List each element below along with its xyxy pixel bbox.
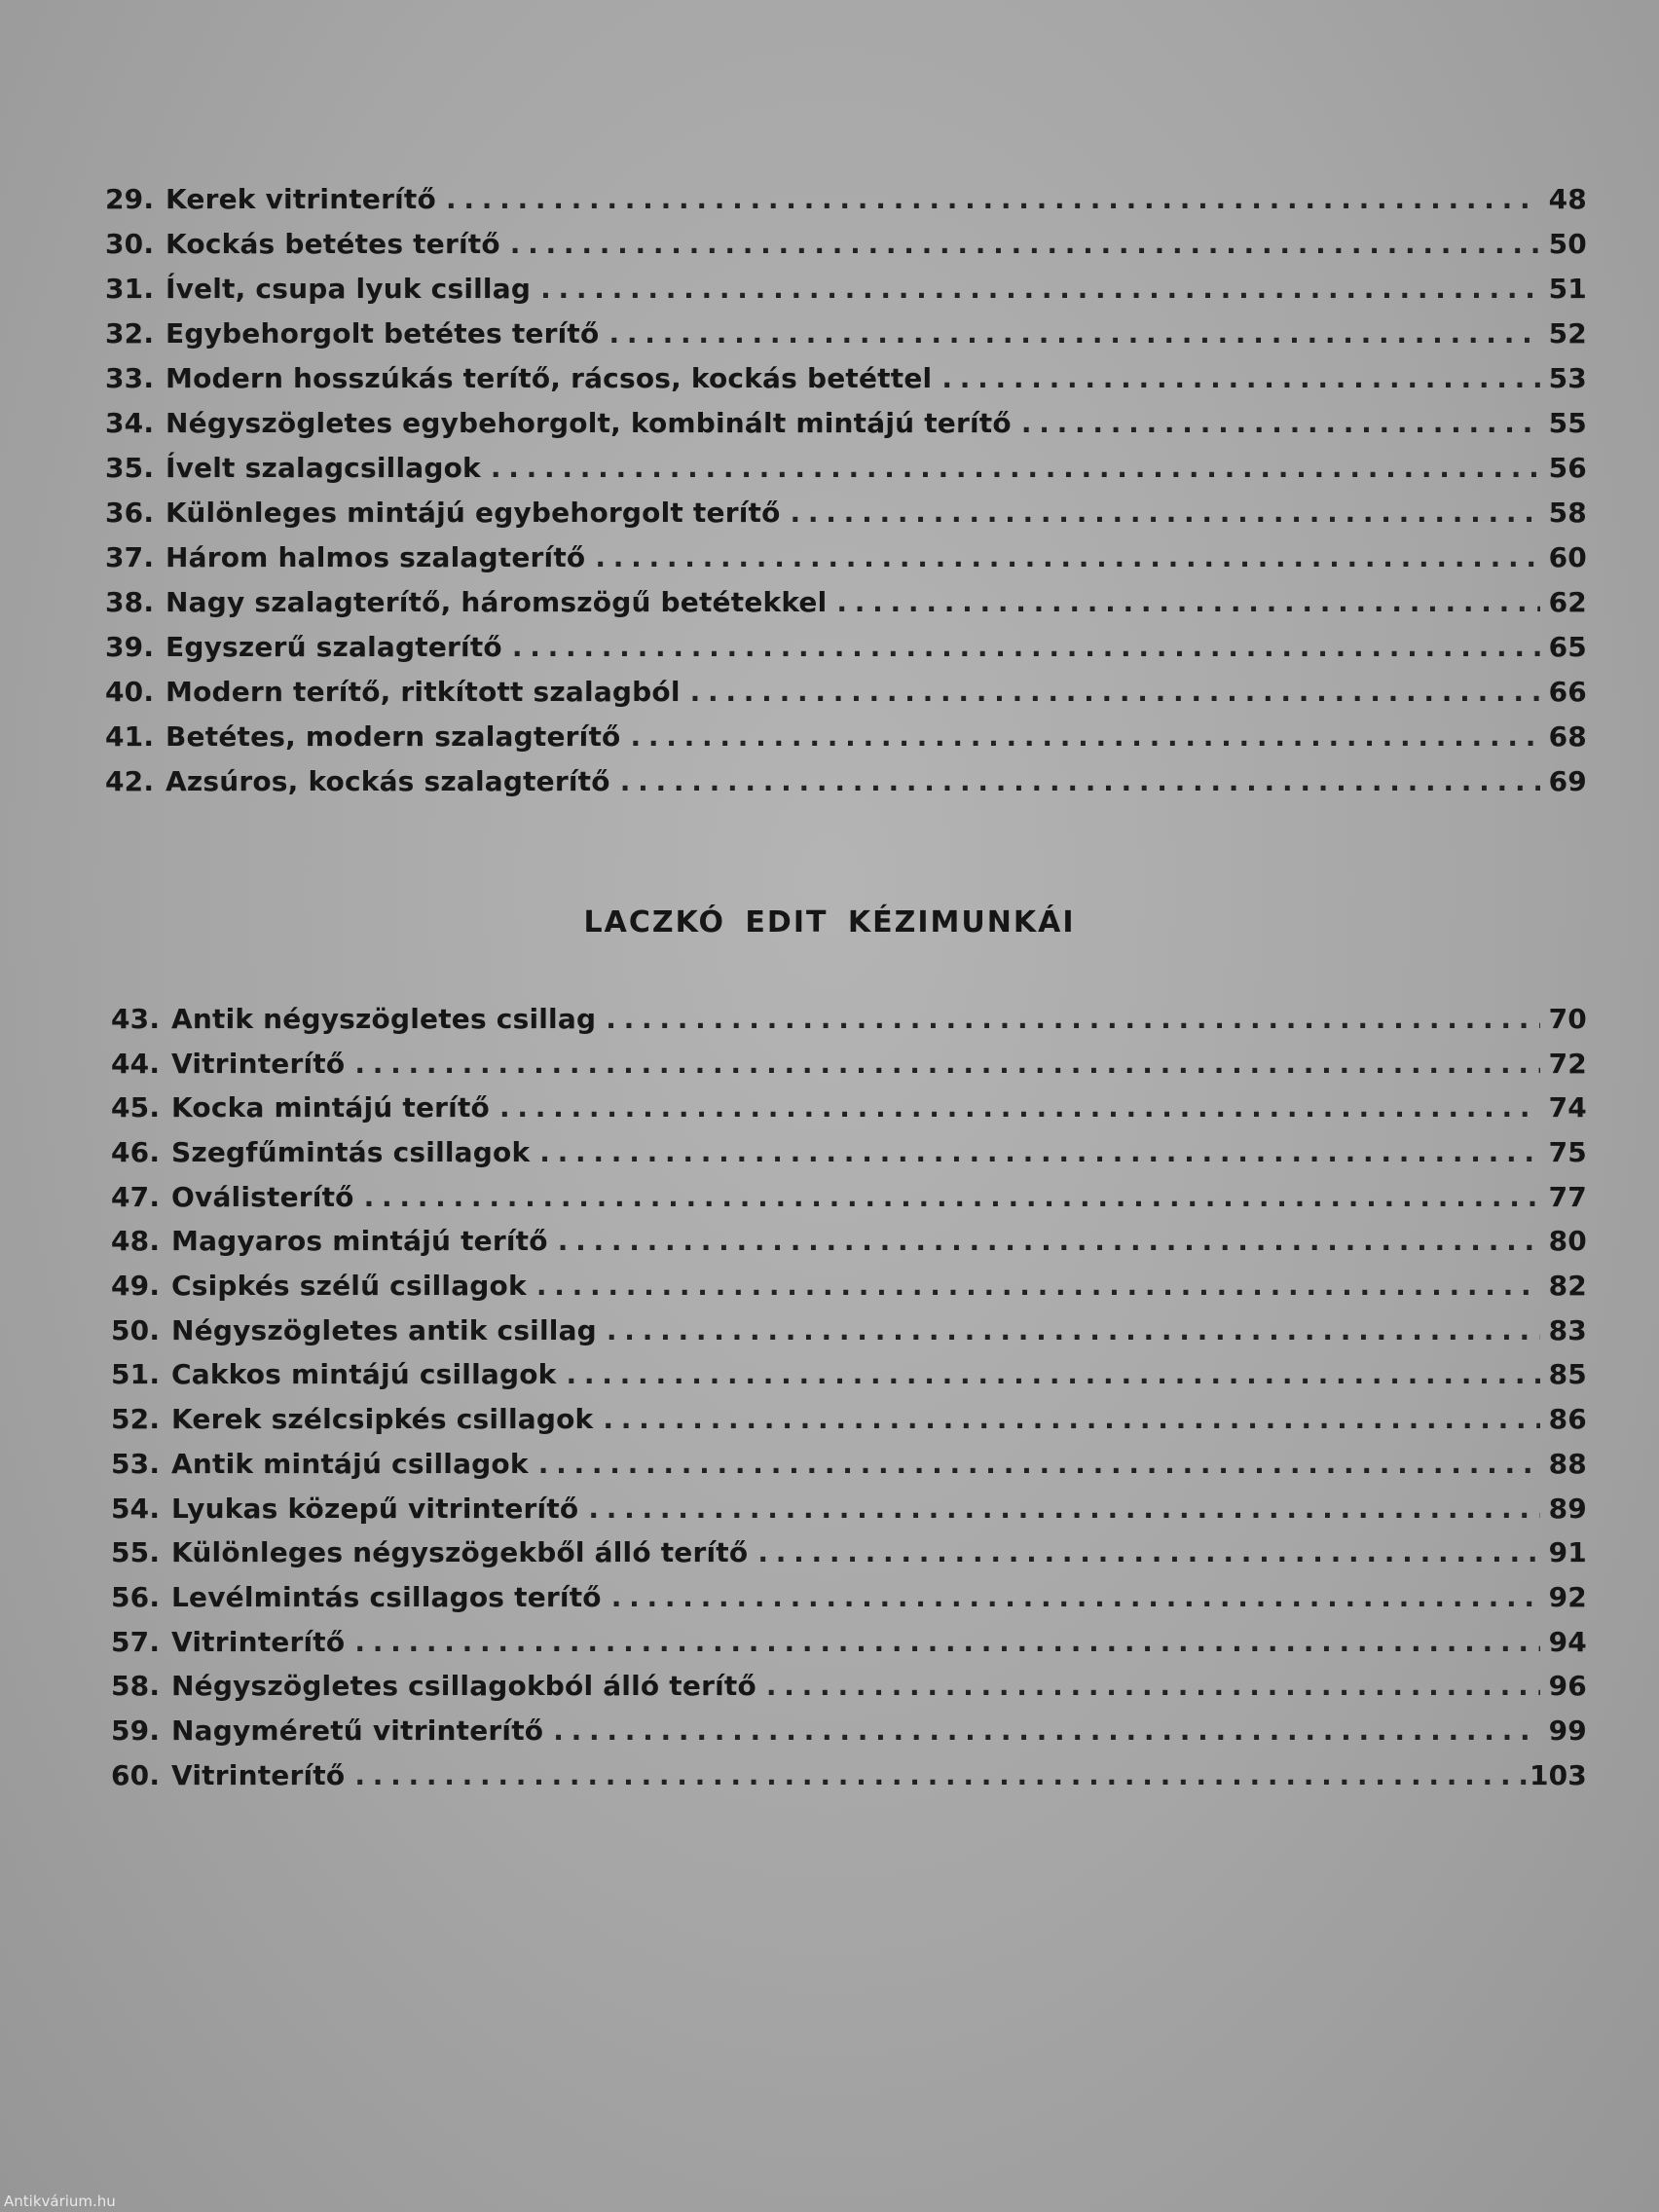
entry-number: 60.	[111, 1758, 161, 1791]
dot-leader	[553, 1709, 1540, 1753]
dot-leader	[611, 1575, 1540, 1620]
toc-entry	[111, 1264, 1587, 1309]
entry-page: 74	[1548, 1091, 1587, 1124]
entry-title: Lyukas közepű vitrinterítő	[171, 1492, 579, 1525]
dot-leader	[558, 1219, 1540, 1264]
toc-entry	[105, 715, 1587, 759]
entry-title: Kerek vitrinterítő	[166, 183, 436, 215]
toc-entry	[105, 312, 1587, 356]
entry-title: Kockás betétes terítő	[166, 228, 500, 260]
entry-title: Kerek szélcsipkés csillagok	[171, 1403, 594, 1436]
watermark-text: Antikvárium.hu	[4, 2193, 116, 2210]
entry-page: 77	[1548, 1180, 1587, 1213]
entry-page: 51	[1548, 273, 1587, 305]
entry-page: 60	[1548, 541, 1587, 573]
toc-entry	[111, 1042, 1587, 1087]
entry-title: Ívelt szalagcsillagok	[166, 452, 481, 484]
dot-leader	[603, 1397, 1540, 1442]
toc-entry	[105, 535, 1587, 580]
entry-number: 34.	[105, 407, 155, 439]
entry-page: 92	[1548, 1580, 1587, 1613]
entry-number: 53.	[111, 1447, 161, 1480]
toc-entry	[105, 446, 1587, 491]
entry-title: Különleges mintájú egybehorgolt terítő	[166, 497, 781, 529]
toc-entry	[105, 580, 1587, 625]
dot-leader	[588, 1487, 1540, 1531]
dot-leader	[620, 759, 1540, 804]
toc-entry	[105, 670, 1587, 715]
entry-page: 65	[1548, 631, 1587, 663]
toc-entry	[105, 759, 1587, 804]
entry-title: Három halmos szalagterítő	[166, 541, 586, 573]
entry-title: Különleges négyszögekből álló terítő	[171, 1536, 749, 1569]
dot-leader	[606, 997, 1540, 1042]
entry-title: Cakkos mintájú csillagok	[171, 1358, 557, 1391]
entry-number: 45.	[111, 1091, 161, 1124]
entry-page: 48	[1548, 183, 1587, 215]
entry-title: Négyszögletes antik csillag	[171, 1313, 597, 1346]
entry-number: 55.	[111, 1536, 161, 1569]
entry-page: 66	[1548, 676, 1587, 708]
entry-number: 47.	[111, 1180, 161, 1213]
entry-page: 75	[1548, 1136, 1587, 1169]
entry-title: Csipkés szélű csillagok	[171, 1270, 527, 1303]
entry-page: 52	[1548, 317, 1587, 350]
dot-leader	[539, 1130, 1540, 1175]
toc-entry	[111, 1487, 1587, 1531]
toc-entry	[111, 1353, 1587, 1398]
entry-title: Magyaros mintájú terítő	[171, 1225, 548, 1258]
dot-leader	[538, 1442, 1540, 1487]
entry-number: 57.	[111, 1625, 161, 1658]
entry-page: 53	[1548, 362, 1587, 394]
entry-page: 80	[1548, 1225, 1587, 1258]
dot-leader	[446, 177, 1540, 222]
entry-number: 33.	[105, 362, 155, 394]
entry-title: Szegfűmintás csillagok	[171, 1136, 531, 1169]
toc-entry	[111, 1620, 1587, 1665]
entry-page: 83	[1548, 1313, 1587, 1346]
toc-list-part2	[111, 997, 1587, 1797]
dot-leader	[595, 535, 1540, 580]
dot-leader	[512, 625, 1540, 670]
toc-entry	[111, 1219, 1587, 1264]
entry-page: 50	[1548, 228, 1587, 260]
entry-page: 99	[1548, 1714, 1587, 1747]
toc-entry	[111, 1086, 1587, 1130]
entry-title: Oválisterítő	[171, 1180, 354, 1213]
dot-leader	[499, 1086, 1540, 1130]
entry-number: 59.	[111, 1714, 161, 1747]
entry-number: 52.	[111, 1403, 161, 1436]
entry-title: Kocka mintájú terítő	[171, 1091, 490, 1124]
toc-entry	[111, 1575, 1587, 1620]
toc-entry	[105, 401, 1587, 446]
entry-page: 86	[1548, 1403, 1587, 1436]
entry-title: Egybehorgolt betétes terítő	[166, 317, 600, 350]
entry-title: Vitrinterítő	[171, 1047, 346, 1080]
entry-number: 46.	[111, 1136, 161, 1169]
entry-number: 43.	[111, 1002, 161, 1035]
dot-leader	[536, 1264, 1540, 1309]
entry-number: 31.	[105, 273, 155, 305]
entry-title: Egyszerű szalagterítő	[166, 631, 502, 663]
dot-leader	[364, 1175, 1540, 1220]
entry-page: 62	[1548, 586, 1587, 618]
toc-entry	[111, 1442, 1587, 1487]
entry-number: 36.	[105, 497, 155, 529]
entry-page: 94	[1548, 1625, 1587, 1658]
entry-number: 44.	[111, 1047, 161, 1080]
entry-title: Nagy szalagterítő, háromszögű betétekkel	[166, 586, 828, 618]
entry-number: 42.	[105, 765, 155, 797]
toc-entry	[105, 356, 1587, 401]
entry-number: 32.	[105, 317, 155, 350]
entry-number: 30.	[105, 228, 155, 260]
entry-page: 70	[1548, 1002, 1587, 1035]
entry-number: 40.	[105, 676, 155, 708]
entry-page: 96	[1548, 1670, 1587, 1703]
toc-entry	[111, 1175, 1587, 1220]
entry-title: Antik négyszögletes csillag	[171, 1002, 597, 1035]
entry-page: 72	[1548, 1047, 1587, 1080]
toc-entry	[105, 267, 1587, 312]
dot-leader	[354, 1620, 1540, 1665]
toc-entry	[111, 1397, 1587, 1442]
section-heading: LACZKÓ EDIT KÉZIMUNKÁI	[583, 905, 1076, 940]
entry-title: Négyszögletes egybehorgolt, kombinált mintájú terítő	[166, 407, 1012, 439]
entry-title: Vitrinterítő	[171, 1758, 346, 1791]
dot-leader	[540, 267, 1540, 312]
toc-entry	[111, 1709, 1587, 1753]
dot-leader	[941, 356, 1540, 401]
entry-page: 85	[1548, 1358, 1587, 1391]
entry-title: Modern terítő, ritkított szalagból	[166, 676, 681, 708]
entry-page: 69	[1548, 765, 1587, 797]
entry-number: 50.	[111, 1313, 161, 1346]
dot-leader	[608, 312, 1540, 356]
entry-number: 37.	[105, 541, 155, 573]
toc-entry	[111, 1130, 1587, 1175]
dot-leader	[354, 1753, 1530, 1798]
dot-leader	[791, 491, 1540, 535]
entry-page: 88	[1548, 1447, 1587, 1480]
dot-leader	[354, 1042, 1540, 1087]
entry-page: 56	[1548, 452, 1587, 484]
toc-entry	[111, 1309, 1587, 1353]
toc-entry	[105, 625, 1587, 670]
entry-page: 55	[1548, 407, 1587, 439]
entry-number: 35.	[105, 452, 155, 484]
entry-title: Ívelt, csupa lyuk csillag	[166, 273, 532, 305]
entry-number: 29.	[105, 183, 155, 215]
dot-leader	[510, 222, 1540, 267]
dot-leader	[766, 1664, 1540, 1709]
entry-title: Modern hosszúkás terítő, rácsos, kockás betéttel	[166, 362, 933, 394]
dot-leader	[690, 670, 1540, 715]
toc-entry	[111, 1664, 1587, 1709]
entry-title: Antik mintájú csillagok	[171, 1447, 529, 1480]
entry-number: 58.	[111, 1670, 161, 1703]
entry-page: 68	[1548, 720, 1587, 753]
entry-title: Betétes, modern szalagterítő	[166, 720, 621, 753]
entry-number: 38.	[105, 586, 155, 618]
toc-entry	[105, 222, 1587, 267]
entry-number: 54.	[111, 1492, 161, 1525]
dot-leader	[757, 1530, 1540, 1575]
entry-number: 49.	[111, 1270, 161, 1303]
entry-title: Azsúros, kockás szalagterítő	[166, 765, 610, 797]
toc-entry	[105, 491, 1587, 535]
dot-leader	[1021, 401, 1540, 446]
entry-number: 51.	[111, 1358, 161, 1391]
entry-page: 82	[1548, 1270, 1587, 1303]
entry-number: 56.	[111, 1580, 161, 1613]
entry-page: 91	[1548, 1536, 1587, 1569]
entry-title: Nagyméretű vitrinterítő	[171, 1714, 544, 1747]
dot-leader	[491, 446, 1540, 491]
toc-entry	[111, 997, 1587, 1042]
toc-entry	[111, 1530, 1587, 1575]
entry-number: 48.	[111, 1225, 161, 1258]
dot-leader	[607, 1309, 1540, 1353]
entry-number: 39.	[105, 631, 155, 663]
entry-page: 103	[1529, 1758, 1587, 1791]
toc-list-part1	[105, 177, 1587, 804]
dot-leader	[567, 1352, 1540, 1397]
dot-leader	[630, 715, 1540, 759]
toc-entry	[105, 177, 1587, 222]
toc-entry	[111, 1753, 1587, 1798]
entry-title: Levélmintás csillagos terítő	[171, 1580, 602, 1613]
entry-title: Négyszögletes csillagokból álló terítő	[171, 1670, 756, 1703]
dot-leader	[836, 580, 1540, 625]
entry-title: Vitrinterítő	[171, 1625, 346, 1658]
entry-number: 41.	[105, 720, 155, 753]
entry-page: 58	[1548, 497, 1587, 529]
entry-page: 89	[1548, 1492, 1587, 1525]
